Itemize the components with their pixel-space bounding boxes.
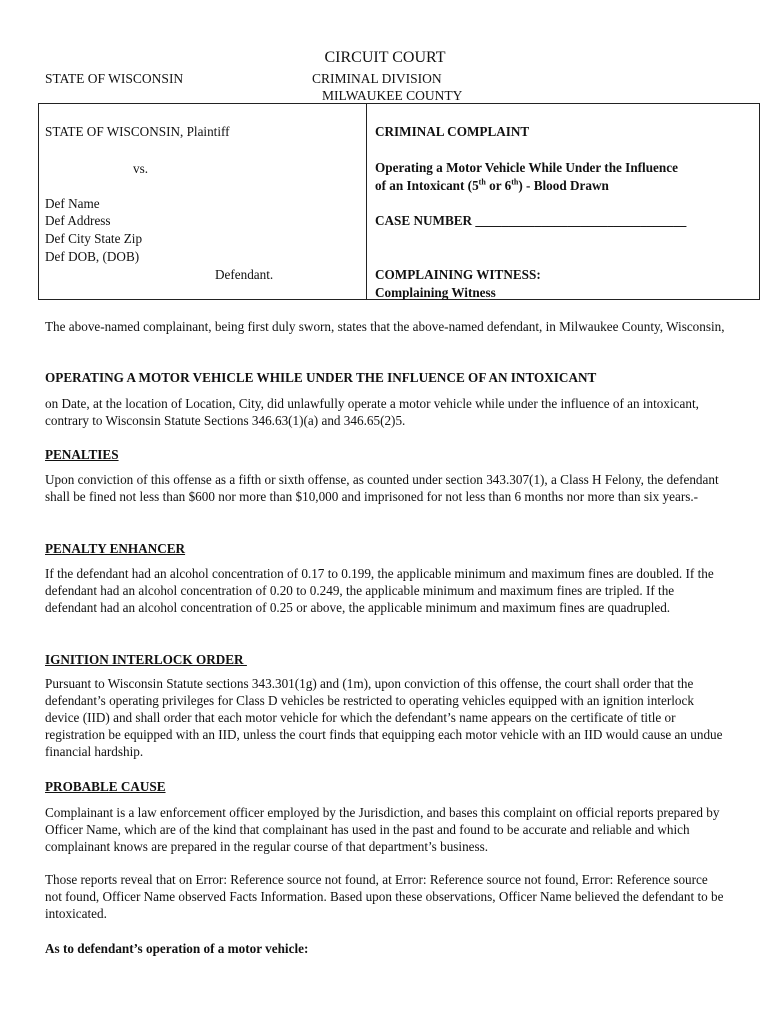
charge-line-2-mid: or 6 <box>485 178 512 193</box>
versus-label: vs. <box>133 161 149 176</box>
penalties-paragraph: Upon conviction of this offense as a fifth or sixth offense, as counted under section 343.307(1), a Class H Felony, the defendant shall be fined not less than $600 nor more than $10,000 and imprisoned for not less than 6 months nor more than six years.- <box>45 472 719 504</box>
enhancer-heading: PENALTY ENHANCER <box>45 541 186 556</box>
reports-paragraph: Those reports reveal that on Error: Reference source not found, at Error: Reference source not found, Error: Reference source not found, Officer Name observed Facts Information. Based upon these observations, Officer Name believed the defendant to be intoxicated. <box>45 872 724 921</box>
division-label: CRIMINAL DIVISION <box>312 71 442 86</box>
charge-line-2-end: ) - Blood Drawn <box>518 178 609 193</box>
defendant-name: Def Name <box>45 196 100 211</box>
county-label: MILWAUKEE COUNTY <box>322 88 463 103</box>
case-number: CASE NUMBER ________________________________ <box>375 213 687 228</box>
case-caption-box <box>38 103 760 300</box>
defendant-label: Defendant. <box>215 267 274 282</box>
probable-cause-heading: PROBABLE CAUSE <box>45 779 166 794</box>
plaintiff-line: STATE OF WISCONSIN, Plaintiff <box>45 124 230 139</box>
caption-divider <box>366 104 367 299</box>
complaint-title: CRIMINAL COMPLAINT <box>375 124 530 139</box>
interlock-paragraph: Pursuant to Wisconsin Statute sections 343.301(1g) and (1m), upon conviction of this offense, the court shall order that the defendant’s operating privileges for Class D vehicles be restricted to operating vehicles equipped with an ignition interlock device (IID) and shall order that each motor vehicle for which the defendant’s name appears on the certificate of title or registration be equipped with an IID, unless the court finds that equipping each motor vehicle with an IID would cause an undue financial hardship. <box>45 676 723 759</box>
defendant-city: Def City State Zip <box>45 231 143 246</box>
charge-paragraph: on Date, at the location of Location, City, did unlawfully operate a motor vehicle while under the influence of an intoxicant, contrary to Wisconsin Statute Sections 346.63(1)(a) and 346.65(2)5. <box>45 396 699 428</box>
charge-sup-2: th <box>511 177 519 187</box>
enhancer-paragraph: If the defendant had an alcohol concentration of 0.17 to 0.199, the applicable minimum and maximum fines are doubled. If the defendant had an alcohol concentration of 0.20 to 0.249, the applicable minimum and maximum fines are tripled. If the defendant had an alcohol concentration of 0.25 or above, the applicable minimum and maximum fines are quadrupled. <box>45 566 714 615</box>
operation-heading: As to defendant’s operation of a motor vehicle: <box>45 941 309 956</box>
charge-line-1: Operating a Motor Vehicle While Under the Influence <box>375 160 678 175</box>
intro-paragraph: The above-named complainant, being first duly sworn, states that the above-named defendant, in Milwaukee County, Wisconsin, <box>45 319 725 334</box>
defendant-address: Def Address <box>45 213 111 228</box>
interlock-heading: IGNITION INTERLOCK ORDER <box>45 652 247 667</box>
charge-line-2-start: of an Intoxicant (5 <box>375 178 479 193</box>
court-title: CIRCUIT COURT <box>324 49 446 66</box>
state-label: STATE OF WISCONSIN <box>45 71 184 86</box>
charge-sup-1: th <box>478 177 486 187</box>
charge-heading: OPERATING A MOTOR VEHICLE WHILE UNDER THE INFLUENCE OF AN INTOXICANT <box>45 370 597 385</box>
defendant-dob: Def DOB, (DOB) <box>45 249 140 264</box>
charge-line-2 <box>375 177 609 194</box>
probable-cause-paragraph: Complainant is a law enforcement officer employed by the Jurisdiction, and bases this complaint on official reports prepared by Officer Name, which are of the kind that complainant has used in the past and found to be accurate and reliable and which complainant knows are prepared in the regular course of that department’s business. <box>45 805 720 854</box>
penalties-heading: PENALTIES <box>45 447 119 462</box>
witness-value: Complaining Witness <box>375 285 496 300</box>
witness-label: COMPLAINING WITNESS: <box>375 267 541 282</box>
